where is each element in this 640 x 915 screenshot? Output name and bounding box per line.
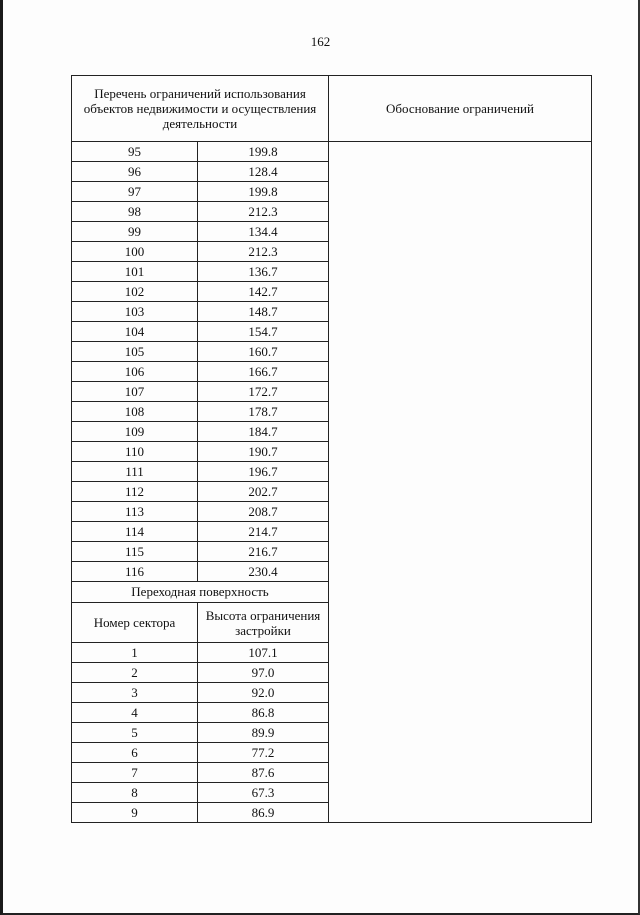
height-limit-cell: 216.7 [198,542,329,562]
sector-number-cell: 106 [72,362,198,382]
height-limit-cell: 196.7 [198,462,329,482]
height-limit-cell: 86.8 [198,703,329,723]
height-limit-cell: 154.7 [198,322,329,342]
justification-header: Обоснование ограничений [329,76,592,142]
height-limit-cell: 178.7 [198,402,329,422]
height-limit-cell: 142.7 [198,282,329,302]
height-limit-cell: 160.7 [198,342,329,362]
height-limit-cell: 208.7 [198,502,329,522]
height-limit-cell: 230.4 [198,562,329,582]
height-limit-cell: 172.7 [198,382,329,402]
height-limit-cell: 92.0 [198,683,329,703]
sector-number-cell: 98 [72,202,198,222]
sector-number-cell: 5 [72,723,198,743]
sector-number-cell: 113 [72,502,198,522]
table-header-row [72,76,592,142]
sector-number-cell: 8 [72,783,198,803]
height-limit-cell: 212.3 [198,202,329,222]
sector-number-cell: 108 [72,402,198,422]
sector-number-cell: 102 [72,282,198,302]
sector-number-cell: 114 [72,522,198,542]
sector-number-cell: 110 [72,442,198,462]
sector-number-cell: 7 [72,763,198,783]
sector-number-cell: 109 [72,422,198,442]
height-limit-cell: 87.6 [198,763,329,783]
height-limit-cell: 134.4 [198,222,329,242]
height-limit-cell: 166.7 [198,362,329,382]
sector-number-cell: 107 [72,382,198,402]
sector-number-cell: 101 [72,262,198,282]
height-limit-cell: 97.0 [198,663,329,683]
sector-number-cell: 96 [72,162,198,182]
height-limit-cell: 136.7 [198,262,329,282]
height-limit-cell: 77.2 [198,743,329,763]
height-limit-cell: 199.8 [198,142,329,162]
height-limit-cell: 184.7 [198,422,329,442]
sector-number-cell: 97 [72,182,198,202]
sector-number-cell: 3 [72,683,198,703]
height-limit-cell: 107.1 [198,643,329,663]
table-row [72,142,592,162]
height-limit-cell: 128.4 [198,162,329,182]
sector-number-cell: 104 [72,322,198,342]
restrictions-table [71,75,592,823]
height-limit-cell: 202.7 [198,482,329,502]
height-limit-cell: 214.7 [198,522,329,542]
sector-number-cell: 95 [72,142,198,162]
sector-number-cell: 2 [72,663,198,683]
height-limit-cell: 199.8 [198,182,329,202]
sector-number-cell: 9 [72,803,198,823]
height-limit-header: Высота ограничения застройки [198,603,329,643]
sector-number-header: Номер сектора [72,603,198,643]
height-limit-cell: 148.7 [198,302,329,322]
sector-number-cell: 6 [72,743,198,763]
sector-number-cell: 100 [72,242,198,262]
height-limit-cell: 89.9 [198,723,329,743]
sector-number-cell: 111 [72,462,198,482]
height-limit-cell: 86.9 [198,803,329,823]
sector-number-cell: 115 [72,542,198,562]
page-number: 162 [310,34,331,49]
sector-number-cell: 105 [72,342,198,362]
sector-number-cell: 116 [72,562,198,582]
sector-number-cell: 4 [72,703,198,723]
sector-number-cell: 99 [72,222,198,242]
justification-cell [329,142,592,823]
restrictions-list-header: Перечень ограничений использования объектов недвижимости и осуществления деятельности [72,76,329,142]
height-limit-cell: 212.3 [198,242,329,262]
sector-number-cell: 112 [72,482,198,502]
sector-number-cell: 103 [72,302,198,322]
section-title: Переходная поверхность [72,582,329,603]
sector-number-cell: 1 [72,643,198,663]
height-limit-cell: 67.3 [198,783,329,803]
height-limit-cell: 190.7 [198,442,329,462]
